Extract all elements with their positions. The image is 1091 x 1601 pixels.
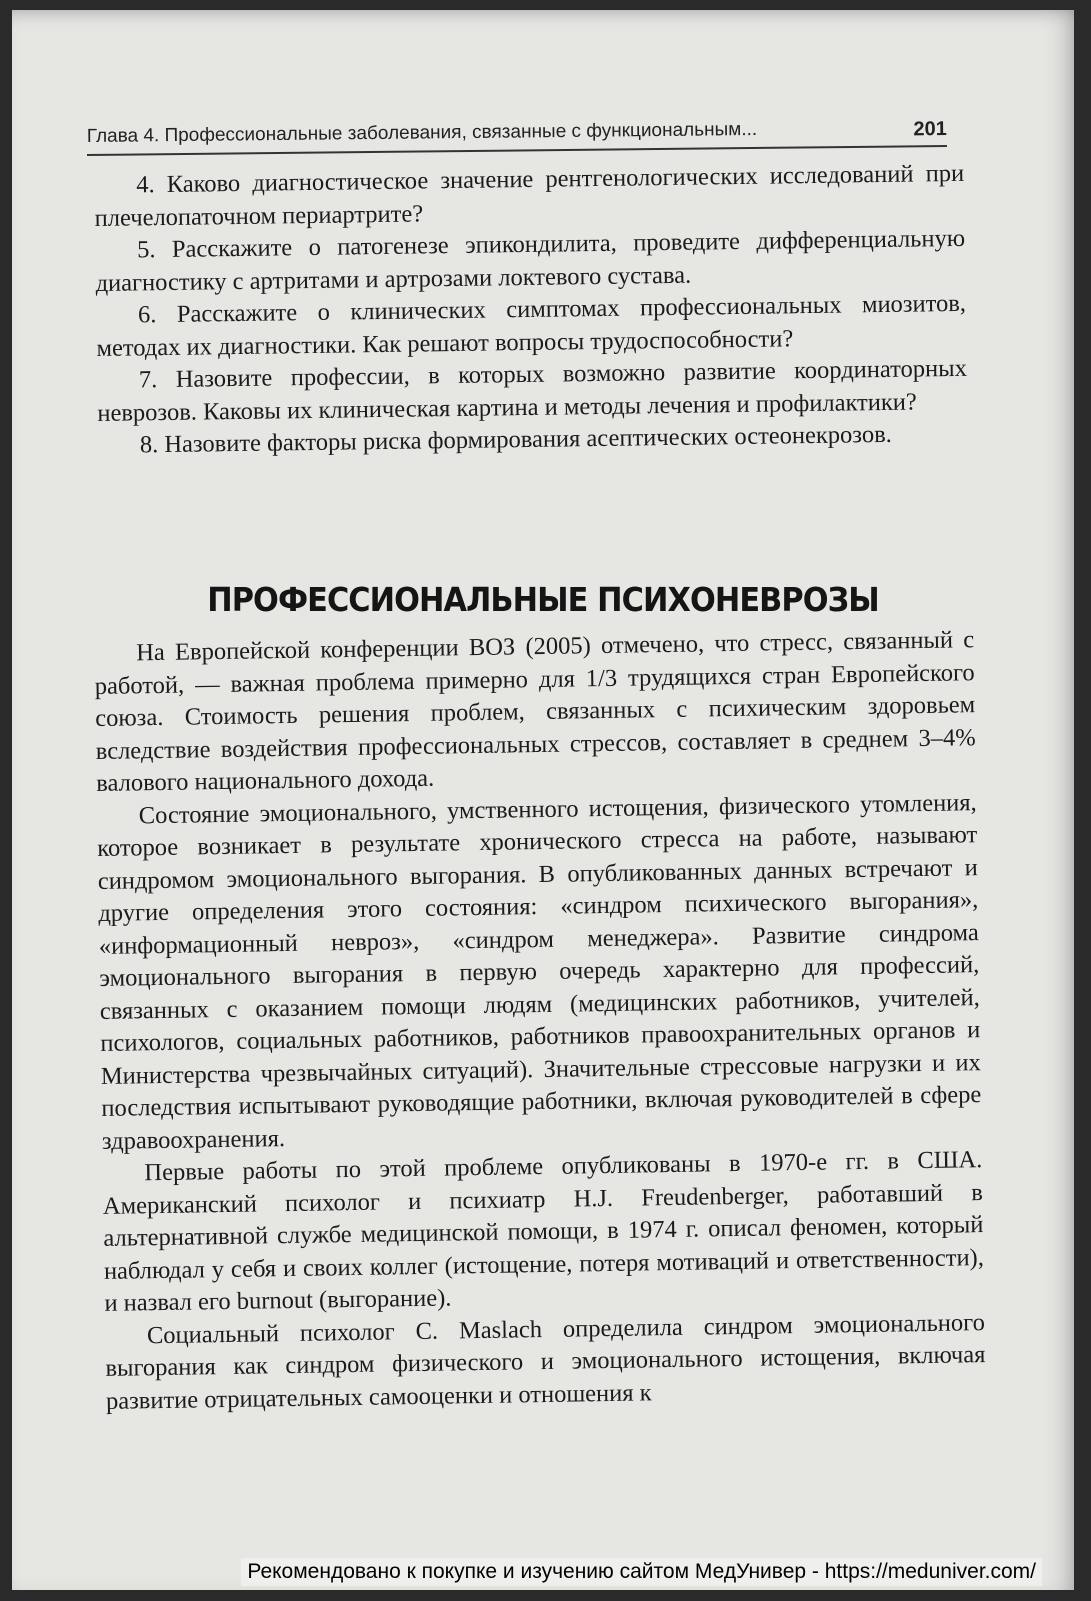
paragraph-3: Первые работы по этой проблеме опубликованы в 1970-е гг. в США. Американский психолог и психиатр H.J. Freudenberger, работавший в альтернативной службе медицинской помощи, в 1974 г. описал феномен, который наблюдал у себя и своих коллег (истощение, потеря мотиваций и ответственности), и назвал его burnout (выгорание). <box>102 1146 985 1317</box>
question-8: 8. Назовите факторы риска формирования асептических остеонекрозов. <box>139 420 892 459</box>
page-number: 201 <box>913 117 947 141</box>
book-page <box>12 10 1074 1590</box>
paragraph-2: Состояние эмоционального, умственного истощения, физического утомления, которое возникает в результате хронического стресса на работе, называют синдромом эмоционального выгорания. В опубликованных данных встречают и другие определения этого состояния: «синдром психического выгорания», «информационный невроз», «синдром менеджера». Развитие синдрома эмоционального выгорания в первую очередь характерно для профессий, связанных с оказанием помощи людям (медицинских работников, учителей, психологов, социальных работников, работников правоохранительных органов и Министерства чрезвычайных ситуаций). Значительные стрессовые нагрузки и их последствия испытывают руководящие работники, включая руководителей в сфере здравоохранения. <box>97 788 982 1155</box>
section-body <box>94 624 986 1418</box>
running-header <box>87 107 947 156</box>
question-5: 5. Расскажите о патогенезе эпикондилита, проведите дифференциальную диагностику с артритами и артрозами локтевого сустава. <box>95 224 966 297</box>
paragraph-1: На Европейской конференции ВОЗ (2005) отмечено, что стресс, связанный с работой, — важная проблема примерно для 1/3 трудящихся стран Европейского союза. Стоимость решения проблем, связанных с психическим здоровьем вследствие воздействия профессиональных стрессов, составляет в среднем 3–4% валового национального дохода. <box>94 626 976 797</box>
chapter-title: Глава 4. Профессиональные заболевания, связанные с функциональным... <box>86 118 758 148</box>
question-4: 4. Каково диагностическое значение рентгенологических исследований при плечелопаточном периартрите? <box>94 159 965 232</box>
question-6: 6. Расскажите о клинических симптомах профессиональных миозитов, методах их диагностики. Как решают вопросы трудоспособности? <box>96 289 967 362</box>
paragraph-4: Социальный психолог C. Maslach определила синдром эмоционального выгорания как синдром физического и эмоционального истощения, включая развитие отрицательных самооценки и отношения к <box>105 1308 986 1415</box>
review-questions <box>94 158 968 463</box>
watermark-text: Рекомендовано к покупке и изучению сайтом МедУнивер - https://meduniver.com/ <box>241 1558 1042 1586</box>
question-7: 7. Назовите профессии, в которых возможно развитие координаторных неврозов. Каковы их клиническая картина и методы лечения и профилактики? <box>97 354 968 427</box>
section-heading: ПРОФЕССИОНАЛЬНЫЕ ПСИХОНЕВРОЗЫ <box>207 580 879 619</box>
